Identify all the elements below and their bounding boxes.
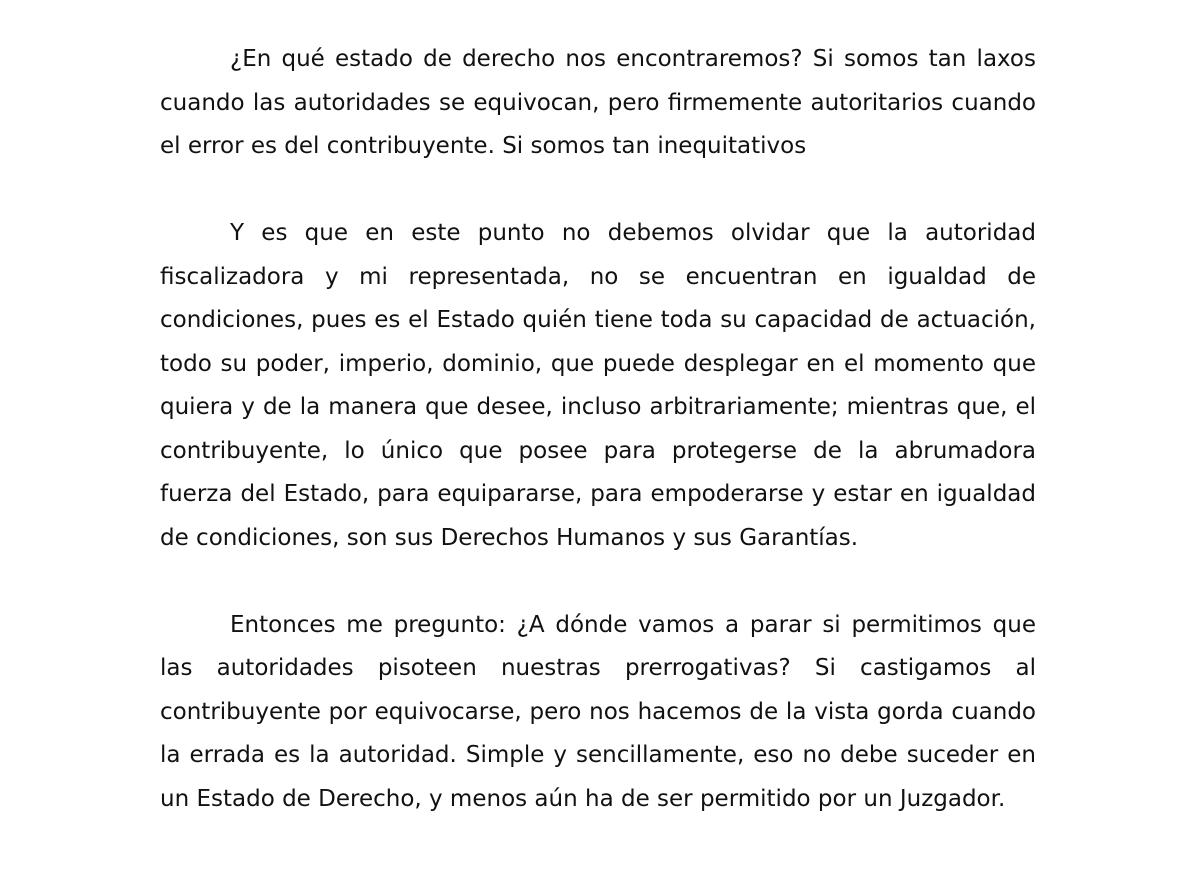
document-page bbox=[160, 38, 1036, 821]
paragraph-estado-de-derecho: ¿En qué estado de derecho nos encontraremos? Si somos tan laxos cuando las autoridades se equivocan, pero firmemente autoritarios cuando el error es del contribuyente. Si somos tan inequitativos bbox=[160, 46, 1036, 159]
paragraph-pregunta-prerrogativas: Entonces me pregunto: ¿A dónde vamos a parar si permitimos que las autoridades pisoteen nuestras prerrogativas? Si castigamos al contribuyente por equivocarse, pero nos hacemos de la vista gorda cuando la errada es la autoridad. Simple y sencillamente, eso no debe suceder en un Estado de Derecho, y menos aún ha de ser permitido por un Juzgador. bbox=[160, 611, 1036, 812]
paragraph-igualdad-de-condiciones: Y es que en este punto no debemos olvidar que la autoridad fiscalizadora y mi representada, no se encuentran en igualdad de condiciones, pues es el Estado quién tiene toda su capacidad de actuación, todo su poder, imperio, dominio, que puede desplegar en el momento que quiera y de la manera que desee, incluso arbitrariamente; mientras que, el contribuyente, lo único que posee para protegerse de la abrumadora fuerza del Estado, para equipararse, para empoderarse y estar en igualdad de condiciones, son sus Derechos Humanos y sus Garantías. bbox=[160, 220, 1036, 551]
